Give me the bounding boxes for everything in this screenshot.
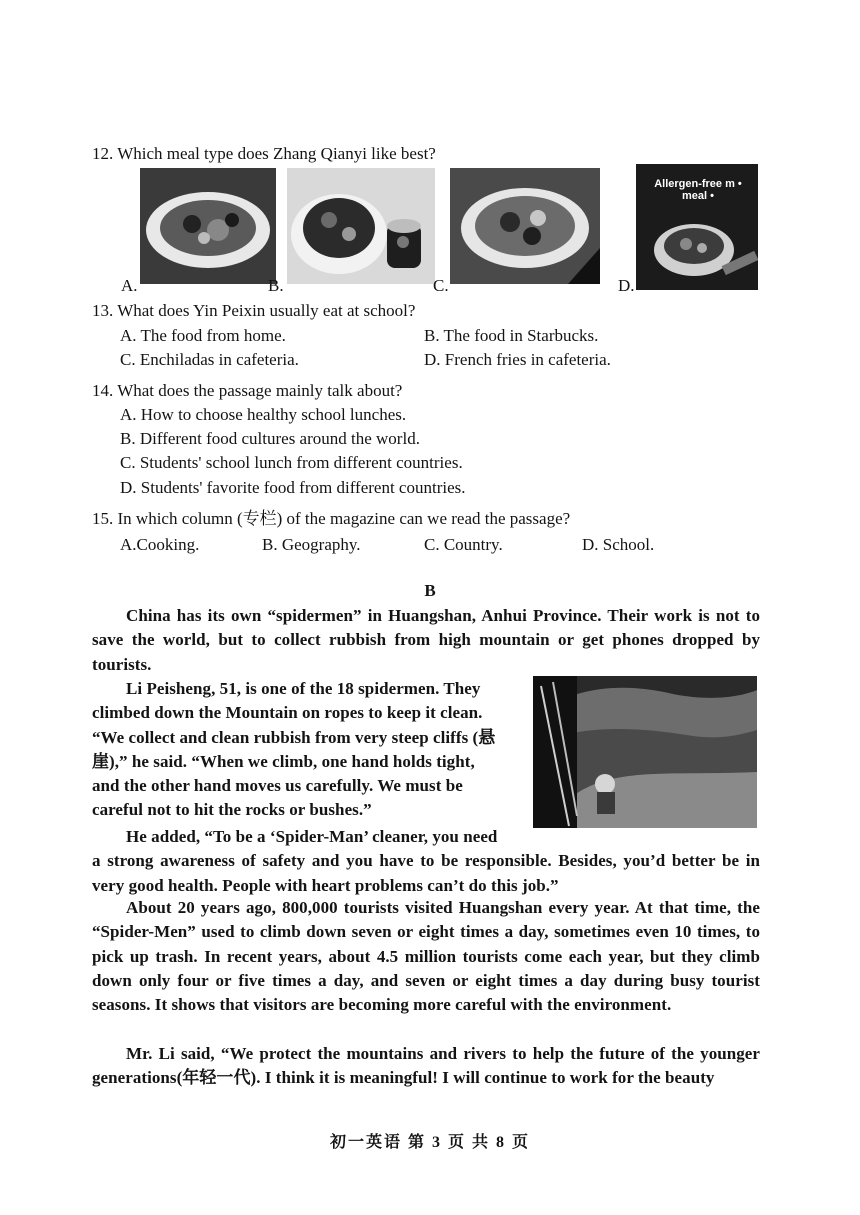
paragraph-text: a strong awareness of safety and you have to be responsible. Besides, you’d better be in very good health. People with heart problems can’t do this job.” [92,851,760,895]
option-15-a: A.Cooking. [120,535,200,554]
meal-image-c [450,168,600,284]
passage-paragraph-4 [92,896,760,1017]
option-13-c: C. Enchiladas in cafeteria. [120,350,299,369]
paragraph-line: “We collect and clean rubbish from very steep cliffs (悬 [92,727,496,747]
spidermen-photo [533,676,757,828]
question-text: In which column (专栏) of the magazine can we read the passage? [117,509,571,528]
option-15-b: B. Geography. [262,535,361,554]
option-label-c: C. [433,276,449,295]
option-14-b: B. Different food cultures around the world. [120,429,420,448]
paragraph-line: Li Peisheng, 51, is one of the 18 spidermen. They [126,679,481,698]
option-label-d: D. [618,276,635,295]
option-15-d: D. School. [582,535,655,554]
option-14-a: A. How to choose healthy school lunches. [120,405,407,424]
option-label-a: A. [121,276,138,295]
question-text: What does Yin Peixin usually eat at school? [117,301,416,320]
question-12 [92,143,436,165]
paragraph-line: 崖),” he said. “When we climb, one hand holds tight, [92,751,475,771]
page-footer: 初一英语 第 3 页 共 8 页 [329,1134,530,1151]
passage-paragraph-5 [92,1042,760,1091]
passage-paragraph-3 [92,825,760,898]
passage-paragraph-1 [92,604,760,677]
paragraph-text: About 20 years ago, 800,000 tourists visited Huangshan every year. At that time, the “Spider-Men” used to climb down seven or eight times a day, sometimes even 10 times, to pick up trash. In recent years, about 4.5 million tourists come each year, but they climb down only four or five times a day, and seven or eight times a day during busy tourist seasons. It shows that visitors are becoming more careful with the environment. [92,898,760,1015]
meal-image-a [140,168,276,284]
paragraph-line: He added, “To be a ‘Spider-Man’ cleaner, you need [126,827,498,846]
question-number: 15. [92,509,114,528]
paragraph-line: and the other hand moves us carefully. We must be [92,776,463,796]
question-14 [92,380,402,402]
q12-image-options [120,168,760,294]
question-text: What does the passage mainly talk about? [117,381,403,400]
option-13-d: D. French fries in cafeteria. [424,350,611,369]
option-label-b: B. [268,276,284,295]
question-text: Which meal type does Zhang Qianyi like best? [117,144,436,163]
meal-image-d [636,164,758,290]
paragraph-line: climbed down the Mountain on ropes to keep it clean. [92,703,483,723]
option-15-c: C. Country. [424,535,503,554]
meal-image-b [287,168,435,284]
allergen-free-meal-caption: Allergen-free m • meal • [654,178,742,202]
option-13-a: A. The food from home. [120,326,286,345]
option-14-d: D. Students' favorite food from different countries. [120,478,466,497]
paragraph-text: China has its own “spidermen” in Huangshan, Anhui Province. Their work is not to save the world, but to collect rubbish from high mountain or get phones dropped by tourists. [92,606,760,674]
question-number: 13. [92,301,114,320]
paragraph-text: Mr. Li said, “We protect the mountains and rivers to help the future of the younger generations(年轻一代). I think it is meaningful! I will continue to work for the beauty [92,1044,760,1088]
question-number: 12. [92,144,114,163]
paragraph-line: careful not to hit the rocks or bushes.” [92,800,372,820]
option-14-c: C. Students' school lunch from different countries. [120,453,463,472]
question-15 [92,508,570,530]
passage-paragraph-2 [92,677,520,823]
section-heading: B [424,581,436,600]
question-13 [92,300,415,322]
option-13-b: B. The food in Starbucks. [424,326,599,345]
question-number: 14. [92,381,114,400]
